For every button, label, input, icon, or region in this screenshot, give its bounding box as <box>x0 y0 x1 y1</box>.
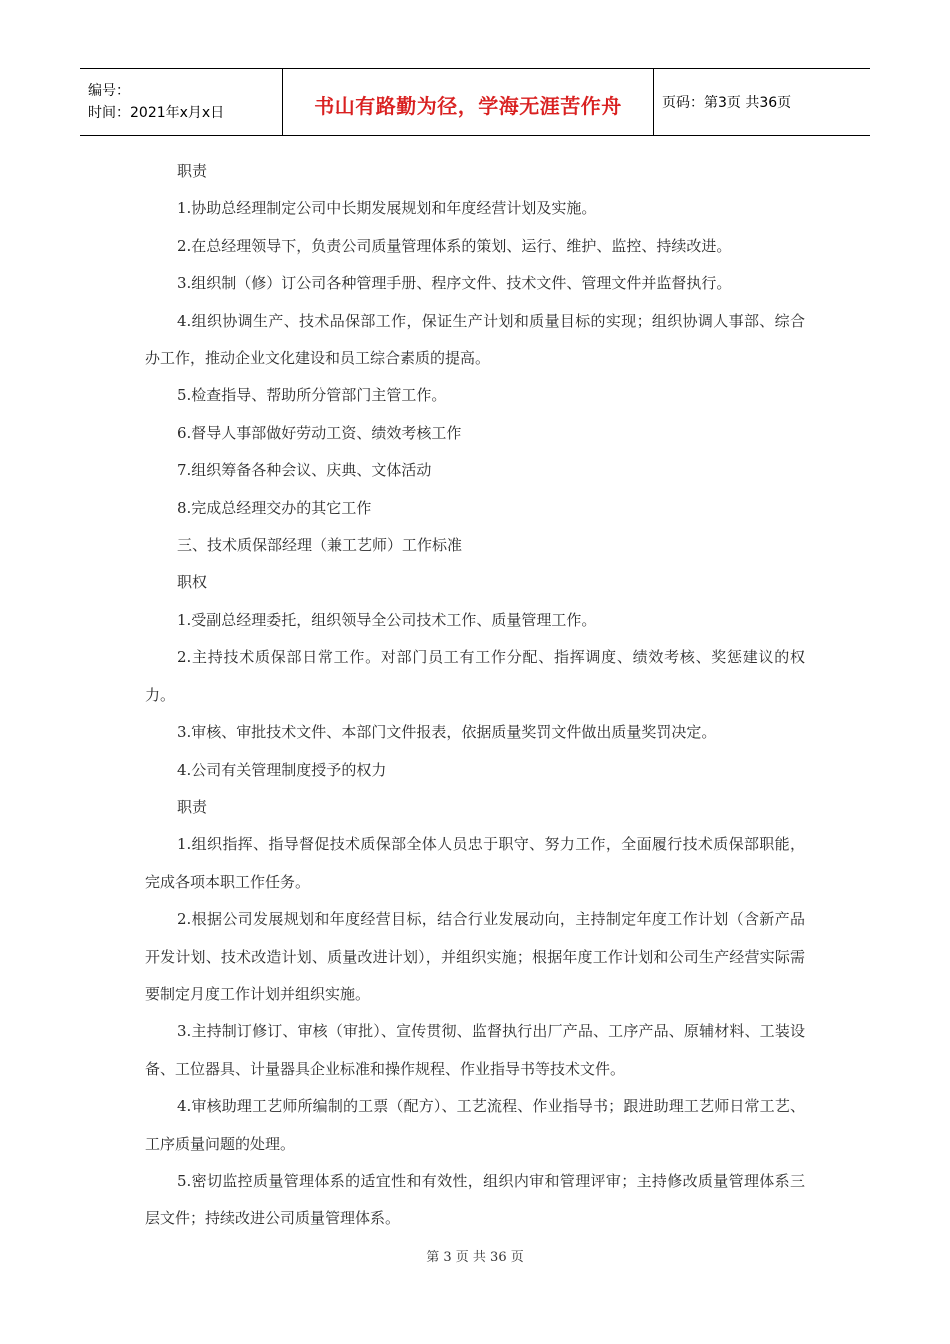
paragraph: 2.根据公司发展规划和年度经营目标，结合行业发展动向，主持制定年度工作计划（含新产品开发计划、技术改造计划、质量改进计划），并组织实施；根据年度工作计划和公司生产经营实际需要制定月度工作计划并组织实施。 <box>145 910 805 1003</box>
page-footer: 第 3 页 共 36 页 <box>426 1250 524 1265</box>
section-heading: 三、技术质保部经理（兼工艺师）工作标准 <box>177 536 463 555</box>
paragraph: 1.组织指挥、指导督促技术质保部全体人员忠于职守、努力工作，全面履行技术质保部职能，完成各项本职工作任务。 <box>145 835 805 891</box>
header-motto: 书山有路勤为径，学海无涯苦作舟 <box>282 69 654 135</box>
paragraph: 4.组织协调生产、技术品保部工作，保证生产计划和质量目标的实现；组织协调人事部、综合办工作，推动企业文化建设和员工综合素质的提高。 <box>145 311 805 368</box>
paragraph: 2.在总经理领导下，负责公司质量管理体系的策划、运行、维护、监控、持续改进。 <box>177 236 732 255</box>
paragraph: 职责 <box>177 797 208 816</box>
paragraph: 6.督导人事部做好劳动工资、绩效考核工作 <box>177 423 462 442</box>
paragraph: 4.审核助理工艺师所编制的工票（配方）、工艺流程、作业指导书；跟进助理工艺师日常工艺、工序质量问题的处理。 <box>145 1097 805 1153</box>
paragraph: 5.密切监控质量管理体系的适宜性和有效性，组织内审和管理评审；主持修改质量管理体系三层文件；持续改进公司质量管理体系。 <box>145 1171 805 1228</box>
paragraph: 3.主持制订修订、审核（审批）、宣传贯彻、监督执行出厂产品、工序产品、原辅材料、工装设备、工位器具、计量器具企业标准和操作规程、作业指导书等技术文件。 <box>145 1022 805 1078</box>
paragraph: 8.完成总经理交办的其它工作 <box>177 498 372 517</box>
paragraph: 1.受副总经理委托，组织领导全公司技术工作、质量管理工作。 <box>177 610 597 629</box>
header-page-number: 页码：第3页 共36页 <box>662 95 792 111</box>
paragraph: 7.组织筹备各种会议、庆典、文体活动 <box>177 461 432 480</box>
header-page-info <box>654 69 870 135</box>
paragraph: 2.主持技术质保部日常工作。对部门员工有工作分配、指挥调度、绩效考核、奖惩建议的权力。 <box>145 648 805 704</box>
paragraph: 职权 <box>177 573 208 592</box>
page-header <box>80 68 870 136</box>
paragraph: 职责 <box>177 162 208 180</box>
paragraph: 3.审核、审批技术文件、本部门文件报表，依据质量奖罚文件做出质量奖罚决定。 <box>177 723 717 742</box>
paragraph: 1.协助总经理制定公司中长期发展规划和年度经营计划及实施。 <box>177 199 597 218</box>
document-body <box>145 153 805 1238</box>
paragraph: 5.检查指导、帮助所分管部门主管工作。 <box>177 386 447 405</box>
document-date-label: 时间：2021年x月x日 <box>88 105 225 121</box>
document-number-label: 编号： <box>88 83 130 99</box>
paragraph: 3.组织制（修）订公司各种管理手册、程序文件、技术文件、管理文件并监督执行。 <box>177 274 732 293</box>
header-meta <box>80 69 282 135</box>
paragraph: 4.公司有关管理制度授予的权力 <box>177 760 387 779</box>
